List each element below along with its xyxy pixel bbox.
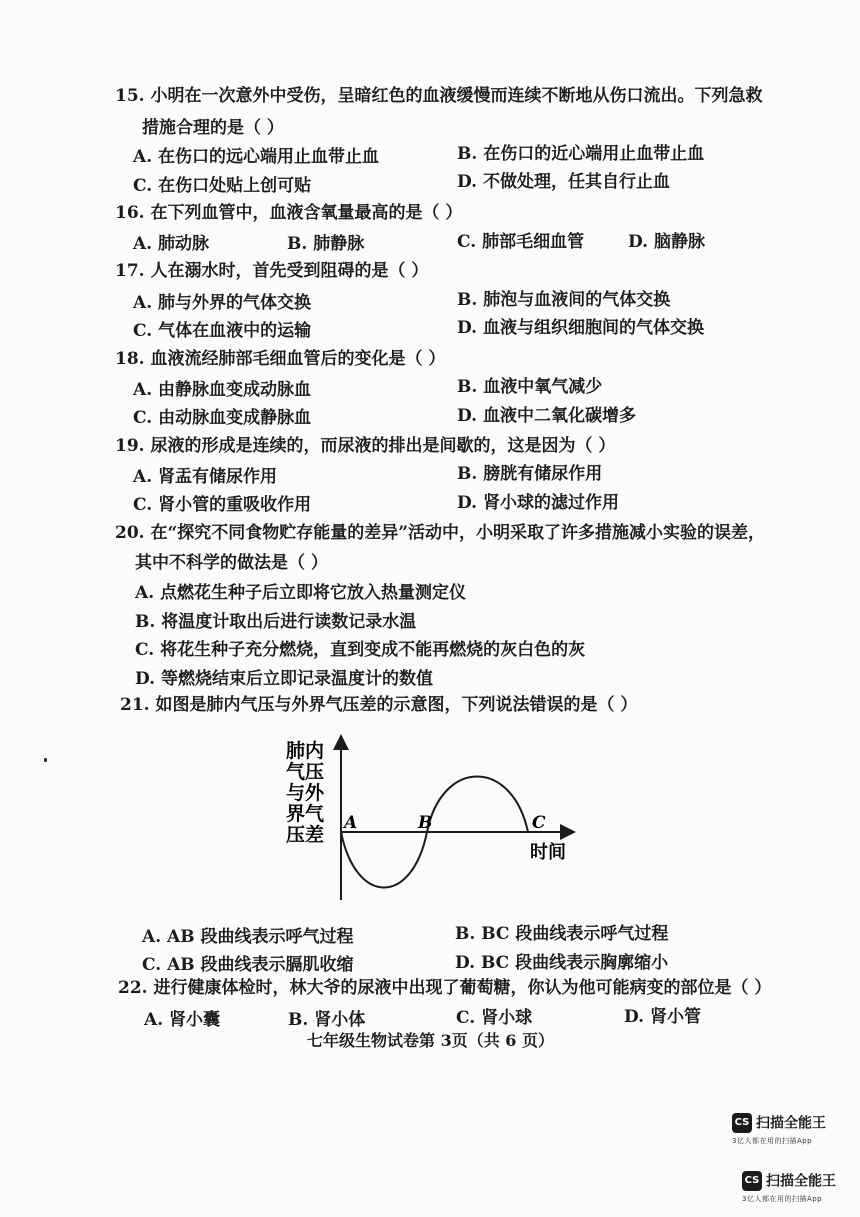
q17-option-d: D. 血液与组织细胞间的气体交换 bbox=[457, 318, 704, 338]
q17-option-c: C. 气体在血液中的运输 bbox=[133, 321, 312, 341]
question-17-stem: 17. 人在溺水时，首先受到阻碍的是（ ） bbox=[115, 261, 429, 281]
point-c-label: C bbox=[532, 813, 546, 833]
q20-option-a: A. 点燃花生种子后立即将它放入热量测定仪 bbox=[135, 583, 467, 603]
q22-option-d: D. 肾小管 bbox=[624, 1007, 701, 1027]
y-axis-label-5: 压差 bbox=[286, 824, 325, 846]
q21-option-d: D. BC 段曲线表示胸廓缩小 bbox=[455, 953, 669, 973]
question-20-stem-cont: 其中不科学的做法是（ ） bbox=[135, 553, 328, 573]
y-axis-label-4: 界气 bbox=[286, 803, 325, 825]
scanner-name: 扫描全能王 bbox=[756, 1115, 826, 1132]
scanner-watermark-bottom bbox=[742, 1170, 836, 1204]
q15-option-d: D. 不做处理，任其自行止血 bbox=[457, 172, 670, 192]
page-footer: 七年级生物试卷第 3页（共 6 页） bbox=[307, 1031, 554, 1050]
scanner-slogan: 3亿人都在用的扫描App bbox=[732, 1136, 813, 1145]
scanner-name: 扫描全能王 bbox=[766, 1173, 836, 1190]
q18-option-d: D. 血液中二氧化碳增多 bbox=[457, 406, 636, 426]
y-axis-label-1: 肺内 bbox=[286, 740, 325, 762]
scanner-logo-icon: CS bbox=[742, 1171, 762, 1191]
question-22-stem: 22. 进行健康体检时，林大爷的尿液中出现了葡萄糖，你认为他可能病变的部位是（ ） bbox=[118, 978, 772, 998]
q15-option-b: B. 在伤口的近心端用止血带止血 bbox=[457, 144, 705, 164]
scan-speck bbox=[44, 758, 47, 762]
q22-option-b: B. 肾小体 bbox=[288, 1010, 366, 1030]
question-21-stem: 21. 如图是肺内气压与外界气压差的示意图，下列说法错误的是（ ） bbox=[120, 695, 638, 715]
q18-option-b: B. 血液中氧气减少 bbox=[457, 377, 603, 397]
question-18-stem: 18. 血液流经肺部毛细血管后的变化是（ ） bbox=[115, 349, 446, 369]
question-19-stem: 19. 尿液的形成是连续的，而尿液的排出是间歇的，这是因为（ ） bbox=[115, 436, 616, 456]
y-axis-label-2: 气压 bbox=[286, 761, 325, 783]
question-20-stem: 20. 在“探究不同食物贮存能量的差异”活动中，小明采取了许多措施减小实验的误差， bbox=[115, 523, 766, 543]
scanner-logo-icon: CS bbox=[732, 1113, 752, 1133]
q18-option-c: C. 由动脉血变成静脉血 bbox=[133, 408, 312, 428]
y-axis-label-3: 与外 bbox=[286, 782, 325, 804]
question-16-stem: 16. 在下列血管中，血液含氧量最高的是（ ） bbox=[115, 203, 463, 223]
q17-option-b: B. 肺泡与血液间的气体交换 bbox=[457, 290, 671, 310]
q15-option-c: C. 在伤口处贴上创可贴 bbox=[133, 176, 312, 196]
q15-option-a: A. 在伤口的远心端用止血带止血 bbox=[133, 147, 380, 167]
q20-option-d: D. 等燃烧结束后立即记录温度计的数值 bbox=[135, 669, 433, 689]
q22-option-a: A. 肾小囊 bbox=[144, 1010, 221, 1030]
question-15-stem: 15. 小明在一次意外中受伤，呈暗红色的血液缓慢而连续不断地从伤口流出。下列急救 bbox=[115, 86, 763, 106]
q20-option-c: C. 将花生种子充分燃烧，直到变成不能再燃烧的灰白色的灰 bbox=[135, 640, 586, 660]
q16-option-c: C. 肺部毛细血管 bbox=[457, 232, 585, 252]
pressure-difference-figure bbox=[280, 730, 600, 910]
question-15-stem-cont: 措施合理的是（ ） bbox=[142, 118, 284, 138]
scanner-slogan: 3亿人都在用的扫描App bbox=[742, 1194, 823, 1203]
q19-option-d: D. 肾小球的滤过作用 bbox=[457, 493, 619, 513]
q17-option-a: A. 肺与外界的气体交换 bbox=[133, 293, 312, 313]
scanner-watermark-top bbox=[732, 1112, 826, 1146]
q21-option-b: B. BC 段曲线表示呼气过程 bbox=[455, 924, 669, 944]
q16-option-b: B. 肺静脉 bbox=[287, 234, 365, 254]
q16-option-a: A. 肺动脉 bbox=[133, 234, 210, 254]
q19-option-b: B. 膀胱有储尿作用 bbox=[457, 464, 603, 484]
q19-option-c: C. 肾小管的重吸收作用 bbox=[133, 495, 312, 515]
q16-option-d: D. 脑静脉 bbox=[628, 232, 705, 252]
q19-option-a: A. 肾盂有储尿作用 bbox=[133, 467, 278, 487]
x-axis-label: 时间 bbox=[530, 842, 566, 863]
q21-option-a: A. AB 段曲线表示呼气过程 bbox=[142, 927, 354, 947]
q18-option-a: A. 由静脉血变成动脉血 bbox=[133, 380, 312, 400]
q20-option-b: B. 将温度计取出后进行读数记录水温 bbox=[135, 612, 417, 632]
q21-option-c: C. AB 段曲线表示膈肌收缩 bbox=[142, 955, 354, 975]
q22-option-c: C. 肾小球 bbox=[456, 1008, 533, 1028]
point-a-label: A bbox=[344, 813, 358, 833]
point-b-label: B bbox=[418, 813, 433, 833]
